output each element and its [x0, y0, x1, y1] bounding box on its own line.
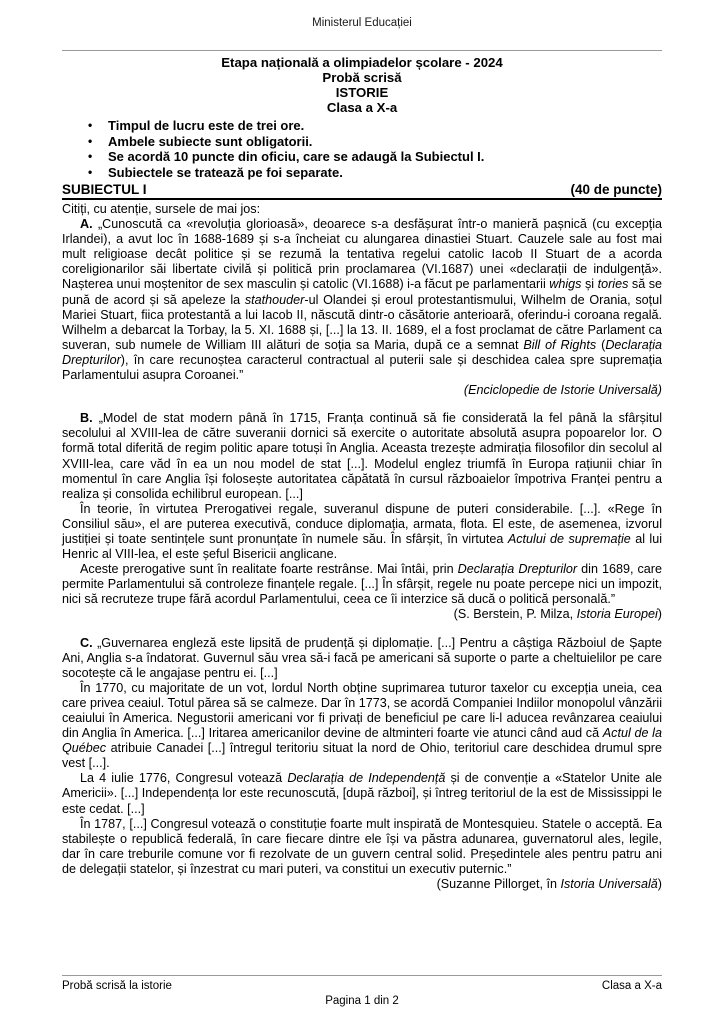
instruction-item — [88, 134, 662, 150]
instruction-text: Ambele subiecte sunt obligatorii. — [108, 133, 313, 149]
title-subject: ISTORIE — [335, 85, 389, 100]
source-c-paragraph: În 1770, cu majoritate de un vot, lordul North obține suprimarea tuturor taxelor cu excepția uneia, cea care privea ceaiul. Totul părea să se calmeze. Dar în 1773, se acordă Companiei Indiilor monopolul vânzării ceaiului în America. Negustorii americani vor fi privați de beneficiul pe care li-l aducea revânzarea ceaiului din Anglia în America. [...] Iritarea americanilor devine de altminteri foarte vie atunci când aud că Actul de la Québec atribuie Canadei [...] întregul teritoriu situat la nord de Ohio, teritoriul care deschidea drumul spre vest [...]. — [62, 680, 662, 771]
bullet-icon: • — [88, 118, 93, 132]
subject-label: SUBIECTUL I — [62, 182, 147, 197]
page-footer — [62, 975, 662, 1008]
source-b-paragraph: Aceste prerogative sunt în realitate foarte restrânse. Mai întâi, prin Declarația Drepturilor din 1689, care permite Parlamentului să controleze finanțele regale. [...] În sfârșit, regele nu poate percepe nici un impozit, nici să recruteze trupe fără acordul Parlamentului, ceea ce îi interzice să ducă o politică personală.” — [62, 562, 663, 607]
title-exam-type: Probă scrisă — [322, 70, 402, 85]
instruction-item — [88, 118, 662, 134]
source-b — [62, 411, 662, 622]
instruction-item — [88, 165, 662, 181]
title-stage: Etapa națională a olimpiadelor școlare - 2024 — [221, 55, 503, 70]
bullet-icon: • — [88, 133, 93, 148]
footer-page-number: Pagina 1 din 2 — [325, 995, 399, 1007]
source-c-attribution: (Suzanne Pillorget, în Istoria Universală) — [436, 877, 662, 892]
source-b-paragraph: B. „Model de stat modern până în 1715, Franța continuă să fie considerată la fel până la sfârșitul secolului al XVIII-lea de către suveranii dornici să exercite o autoritate absolută asupra popoarelor lor. O formă total diferită de regim politic apare totuși în Anglia. Aceasta trezește admirația filosofilor din secolul al XVIII-lea, care văd în ea un nou model de stat [...]. Modelul englez triumfă în Europa rațiunii chiar în momentul în care Anglia își folosește autoritatea căpătată în cursul războaielor împotriva Franței pentru a realiza și consolida echilibrul european. [...] — [62, 411, 662, 501]
instruction-text: Timpul de lucru este de trei ore. — [108, 118, 305, 133]
instructions-list — [62, 118, 662, 180]
bullet-icon: • — [88, 164, 93, 179]
subject-points: (40 de puncte) — [570, 182, 662, 197]
source-c — [62, 636, 662, 893]
intro-text: Citiți, cu atenție, sursele de mai jos: — [62, 202, 261, 216]
source-c-paragraph: La 4 iulie 1776, Congresul votează Declarația de Independență și de convenție a «Statelor Unite ale Americii». [...] Independența lor este recunoscută, [după război], și întreg teritoriul de la est de Mississippi le este cedat. [...] — [62, 771, 663, 816]
source-a — [62, 217, 662, 398]
instruction-text: Subiectele se tratează pe foi separate. — [108, 164, 343, 180]
bullet-icon: • — [88, 149, 93, 163]
source-c-paragraph: În 1787, [...] Congresul votează o constituție foarte mult inspirată de Montesquieu. Statele o acceptă. Ea stabilește o republică federală, în care fiecare dintre ele își va păstra adunarea, guvernatorul ales, legile, dar în care treburile comune vor fi rezolvate de un guvern central solid. Președintele ales pentru patru ani de delegații statelor, și înzestrat cu mari puteri, va constitui un executiv puternic.” — [62, 816, 662, 876]
source-c-paragraph: C. „Guvernarea engleză este lipsită de prudență și diplomație. [...] Pentru a câștiga Războiul de Șapte Ani, Anglia s-a îndatorat. Guvernul său vrea să-i facă pe americani să suporte o parte a cheltuielilor pe care socotește că le angajase pentru ei. [...] — [62, 635, 663, 680]
footer-grade: Clasa a X-a — [601, 980, 662, 992]
instruction-text: Se acordă 10 puncte din oficiu, care se adaugă la Subiectul I. — [108, 149, 485, 164]
ministry-header: Ministerul Educației — [312, 17, 412, 29]
source-b-attribution: (S. Berstein, P. Milza, Istoria Europei) — [453, 607, 662, 622]
source-b-paragraph: În teorie, în virtutea Prerogativei regale, suveranul dispune de puteri considerabile. [...]. «Rege în Consiliul său», el are puterea executivă, conduce diplomația, armata, flota. El este, de asemenea, izvorul justiției și toate sentințele sunt pronunțate în numele său. În sfârșit, în virtutea Actului de supremație al lui Henric al VIII-lea, el este șeful Bisericii anglicane. — [62, 501, 662, 562]
source-a-attribution: (Enciclopedie de Istorie Universală) — [463, 383, 662, 398]
title-grade: Clasa a X-a — [326, 100, 398, 115]
subject-heading — [62, 182, 662, 200]
footer-exam-name: Probă scrisă la istorie — [62, 980, 172, 992]
header-divider — [62, 50, 662, 51]
instruction-item — [88, 149, 662, 165]
source-a-paragraph: A. „Cunoscută ca «revoluția glorioasă», deoarece s-a desfășurat într-o manieră pașnică (cu excepția Irlandei), a avut loc în 1688-1689 și s-a încheiat cu alungarea dinastiei Stuart. Cauzele sale au fost mai mult religioase decât politice și se rezumă la tentativa regelui catolic Iacob II Stuart de a acorda coreligionarilor săi libertate civilă și politică prin proclamarea (VI.1687) unei «declarații de indulgență». Nașterea unui moștenitor de sex masculin și catolic (VI.1688) i-a făcut pe parlamentarii whigs și tories să se pună de acord și să apeleze la stathouder-ul Olandei și eroul protestantismului, Wilhelm de Orania, soțul Mariei Stuart, fiica protestantă a lui Iacob II, născută dintr-o căsătorie anterioară, oferindu-i coroana regală. Wilhelm a debarcat la Torbay, la 5. XI. 1688 și, [...] la 13. II. 1689, el a fost proclamat de către Parlament ca suveran, sub numele de William III alături de soția sa Maria, după ce a semnat Bill of Rights (Declarația Drepturilor), în care recunoștea caracterul contractual al puterii sale și deschidea calea spre supremația Parlamentului asupra Coroanei.” — [62, 217, 663, 383]
